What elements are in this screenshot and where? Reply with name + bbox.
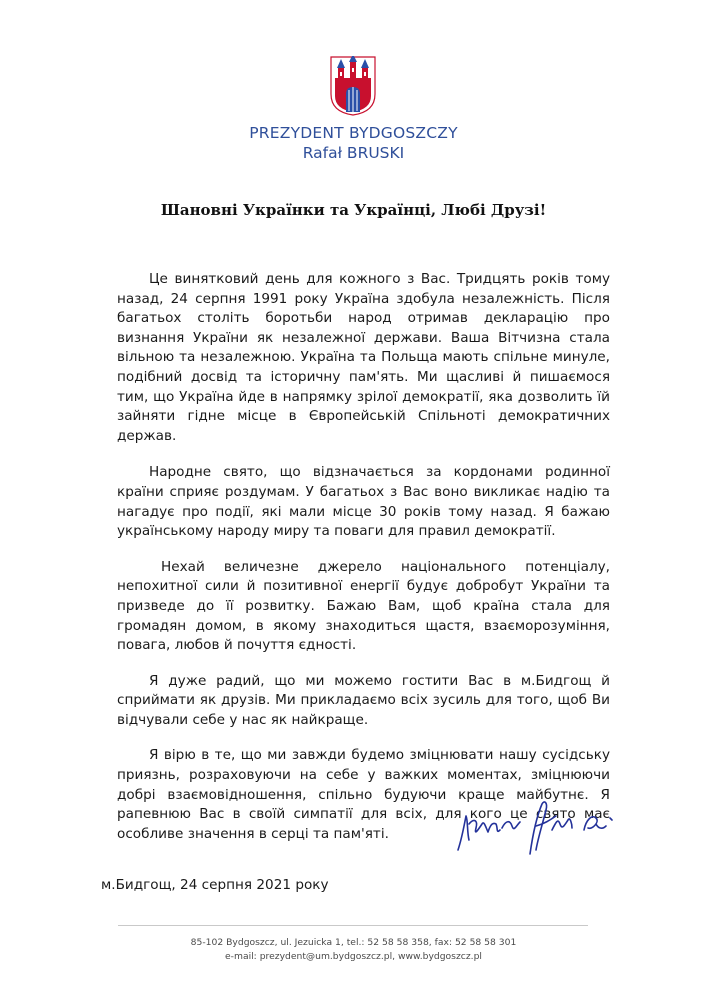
letter-paragraph: Я дуже радий, що ми можемо гостити Вас в м.Бидгощ й сприймати як друзів. Ми прикладаємо всіх зусиль для того, щоб Ви відчували себе у нас як найкраще. — [117, 672, 610, 728]
footer-divider — [118, 925, 588, 926]
letter-paragraph: Нехай величезне джерело національного потенціалу, непохитної сили й позитивної енергії будує добробут України та призведе до її розвитку. Бажаю Вам, щоб країна стала для громадян домом, в якому знаходиться щастя, взаєморозуміння, повага, любов й почуття єдності. — [117, 558, 610, 654]
issuer-name: Rafał BRUSKI — [302, 144, 405, 162]
footer-contact: e-mail: prezydent@um.bydgoszcz.pl, www.bydgoszcz.pl — [225, 951, 482, 962]
letter-salutation: Шановні Українки та Українці, Любі Друзі! — [160, 201, 547, 219]
place-and-date: м.Бидгощ, 24 серпня 2021 року — [101, 877, 329, 893]
bydgoszcz-coat-of-arms-icon — [330, 56, 376, 116]
letter-paragraph: Народне свято, що відзначається за кордонами родинної країни сприяє роздумам. У багатьох з Вас воно викликає надію та нагадує про події, які мали місце 30 років тому назад. Я бажаю українському народу миру та поваги для правил демократії. — [117, 464, 610, 540]
handwritten-signature — [452, 790, 622, 870]
letter-paragraph: Я вірю в те, що ми завжди будемо зміцнювати нашу сусідську приязнь, розраховуючи на себе у важких моментах, зміцнюючи добрі взаємовідношення, спільно будуючи краще майбутнє. Я рапевнюю Вас в своїй симпатії для всіх, для кого це свято має особливе значення в серці та пам'яті. — [117, 747, 610, 842]
letter-body — [117, 270, 610, 860]
letter-paragraph: Це винятковий день для кожного з Вас. Тридцять років тому назад, 24 серпня 1991 року Україна здобула незалежність. Після багатьох століть боротьби народ отримав декларацію про визнання України як незалежної держави. Ваша Вітчизна стала вільною та незалежною. Україна та Польща мають спільне минуле, подібний досвід та історичну пам'ять. Ми щасливі й пишаємося тим, що Україна йде в напрямку зрілої демократії, яка дозволить їй зайняти гідне місце в Європейській Спільноті демократичних держав. — [117, 271, 610, 444]
footer-address: 85-102 Bydgoszcz, ul. Jezuicka 1, tel.: 52 58 58 358, fax: 52 58 58 301 — [190, 937, 517, 948]
issuer-title: PREZYDENT BYDGOSZCZY — [249, 124, 458, 142]
